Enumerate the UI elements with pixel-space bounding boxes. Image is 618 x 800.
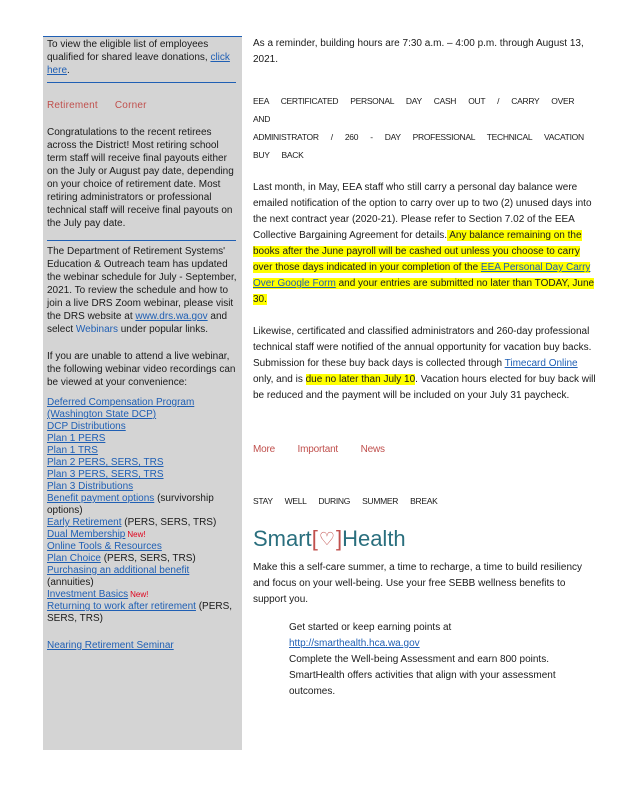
stay-well-heading: STAY WELL DURING SUMMER BREAK xyxy=(253,496,438,506)
buyback-text: Likewise, certificated and classified administrators and 260-day professional technical staff were notified of the annual opportunity for vacation buy backs. Submission for these buy back days is collected through xyxy=(253,326,592,369)
webinar-link-suffix: (annuities) xyxy=(47,577,94,588)
building-hours-reminder: As a reminder, building hours are 7:30 a.m. – 4:00 p.m. through August 13, 2021. xyxy=(253,38,584,65)
webinar-link[interactable]: Benefit payment options xyxy=(47,493,155,504)
heart-icon: ♡ xyxy=(318,529,335,549)
drs-website-link[interactable]: www.drs.wa.gov xyxy=(135,311,208,322)
webinar-link-item xyxy=(47,469,238,481)
bracket-close-icon: ] xyxy=(335,526,343,551)
logo-health-text: Health xyxy=(342,526,406,551)
seminar-row xyxy=(47,639,238,652)
webinar-link-item xyxy=(47,445,238,457)
webinar-link-item xyxy=(47,397,238,421)
smarthealth-logo xyxy=(253,524,600,554)
recordings-paragraph: If you are unable to attend a live webinar, the following webinar video recordings can be viewed at your convenience: xyxy=(47,351,236,388)
nearing-retirement-seminar-link[interactable]: Nearing Retirement Seminar xyxy=(47,640,174,651)
webinar-link[interactable]: Dual Membership xyxy=(47,529,126,540)
eea-heading-line-2: ADMINISTRATOR / 260 - DAY PROFESSIONAL TECHNICAL VACATION BUY BACK xyxy=(253,132,584,160)
eea-heading-line-1: EEA CERTIFICATED PERSONAL DAY CASH OUT / CARRY OVER AND xyxy=(253,96,575,124)
buyback-text: . Vacation hours elected for buy back will be reduced and the payment will be included on your July 31 paycheck. xyxy=(253,374,596,401)
sidebar xyxy=(43,36,242,750)
webinar-link-suffix: (PERS, SERS, TRS) xyxy=(100,553,196,564)
new-badge: New! xyxy=(130,590,149,599)
retirement-corner-heading: Retirement Corner xyxy=(47,100,147,111)
webinar-link[interactable]: Deferred Compensation Program (Washington State DCP) xyxy=(47,397,195,420)
drs-text: The Department of Retirement Systems' Education & Outreach team has updated the webinar schedule for July - September, 2021. To review the schedule and how to join a live DRS Zoom webinar, please visit the DRS website at xyxy=(47,246,237,322)
logo-smart-text: Smart xyxy=(253,526,312,551)
webinar-link-item xyxy=(47,529,238,541)
webinar-link-item xyxy=(47,553,238,565)
webinar-link-suffix: (PERS, SERS, TRS) xyxy=(121,517,217,528)
more-important-news-heading: More Important News xyxy=(253,444,385,455)
divider xyxy=(47,240,236,241)
webinar-link[interactable]: Plan Choice xyxy=(47,553,101,564)
webinar-link-item xyxy=(47,589,238,601)
sidebar-top-rule xyxy=(43,36,242,37)
webinar-link[interactable]: Plan 1 TRS xyxy=(47,445,98,456)
timecard-online-link[interactable]: Timecard Online xyxy=(504,358,578,369)
webinar-link[interactable]: Plan 3 PERS, SERS, TRS xyxy=(47,469,164,480)
drs-paragraph xyxy=(47,245,238,336)
get-started-text: Get started or keep earning points at xyxy=(289,622,452,633)
webinar-link-item xyxy=(47,433,238,445)
divider xyxy=(47,82,236,83)
eea-heading xyxy=(253,92,600,164)
webinar-link-list xyxy=(47,397,238,625)
webinar-link-item xyxy=(47,517,238,529)
smarthealth-instructions xyxy=(289,620,600,700)
vacation-buyback-paragraph xyxy=(253,324,600,404)
deadline-highlight: due no later than July 10 xyxy=(305,374,416,385)
eea-google-form-link[interactable]: EEA Personal Day Carry Over Google Form xyxy=(253,262,591,289)
bracket-open-icon: [ xyxy=(311,526,318,551)
drs-text: and select xyxy=(47,311,228,335)
webinar-link-item xyxy=(47,565,238,589)
webinar-link-item xyxy=(47,493,238,517)
webinar-link-item xyxy=(47,601,238,625)
webinar-link[interactable]: Investment Basics xyxy=(47,589,129,600)
webinars-link[interactable]: Webinars xyxy=(75,324,118,335)
webinar-link-item xyxy=(47,457,238,469)
highlighted-text: Any balance remaining on the books after the June payroll will be cashed out unless you choose to carry over those days indicated in your completion of the xyxy=(253,230,582,273)
webinar-link[interactable]: DCP Distributions xyxy=(47,421,126,432)
new-badge: New! xyxy=(127,530,146,539)
shared-leave-text: To view the eligible list of employees qualified for shared leave donations, click here. xyxy=(47,39,230,76)
webinar-link[interactable]: Early Retirement xyxy=(47,517,122,528)
click-here-link[interactable]: click here xyxy=(47,52,230,76)
webinar-link-suffix: (PERS, SERS, TRS) xyxy=(47,601,233,624)
webinar-link-item xyxy=(47,421,238,433)
webinar-link[interactable]: Plan 1 PERS xyxy=(47,433,106,444)
webinar-link[interactable]: Plan 2 PERS, SERS, TRS xyxy=(47,457,164,468)
assessment-text: Complete the Well-being Assessment and earn 800 points. SmartHealth offers activities that align with your assessment outcomes. xyxy=(289,654,556,697)
smarthealth-url-link[interactable]: http://smarthealth.hca.wa.gov xyxy=(289,638,420,649)
webinar-link-item xyxy=(47,481,238,493)
shared-leave-intro: To view the eligible list of employees qualified for shared leave donations, xyxy=(47,39,209,63)
highlighted-text: and your entries are submitted no later than TODAY, June 30. xyxy=(253,278,595,305)
webinar-link[interactable]: Online Tools & Resources xyxy=(47,541,162,552)
drs-text: under popular links. xyxy=(120,324,209,335)
webinar-link[interactable]: Plan 3 Distributions xyxy=(47,481,134,492)
congrats-paragraph: Congratulations to the recent retirees across the District! Most retiring school term staff will receive final payouts either on the July or August pay date, depending on your choice of retirement date. Most retiring administrators or professional technical staff will receive final payouts on the July pay date. xyxy=(47,127,234,229)
buyback-text: only, and is xyxy=(253,374,306,385)
webinar-link[interactable]: Purchasing an additional benefit xyxy=(47,565,190,576)
webinar-link-item xyxy=(47,541,238,553)
personal-day-text: Last month, in May, EEA staff who still carry a personal day balance were emailed notification of the option to carry over up to two (2) unused days into the next contract year (2020-21). Please refer to Section 7.02 of the EEA Collective Bargaining Agreement for details. xyxy=(253,182,592,241)
webinar-link[interactable]: Returning to work after retirement xyxy=(47,601,196,612)
smarthealth-paragraph: Make this a self-care summer, a time to recharge, a time to build resiliency and focus on your well-being. Use your free SEBB wellness benefits to support you. xyxy=(253,562,583,605)
personal-day-paragraph xyxy=(253,180,600,308)
main-column xyxy=(253,36,600,700)
webinar-link-suffix: (survivorship options) xyxy=(47,493,214,516)
